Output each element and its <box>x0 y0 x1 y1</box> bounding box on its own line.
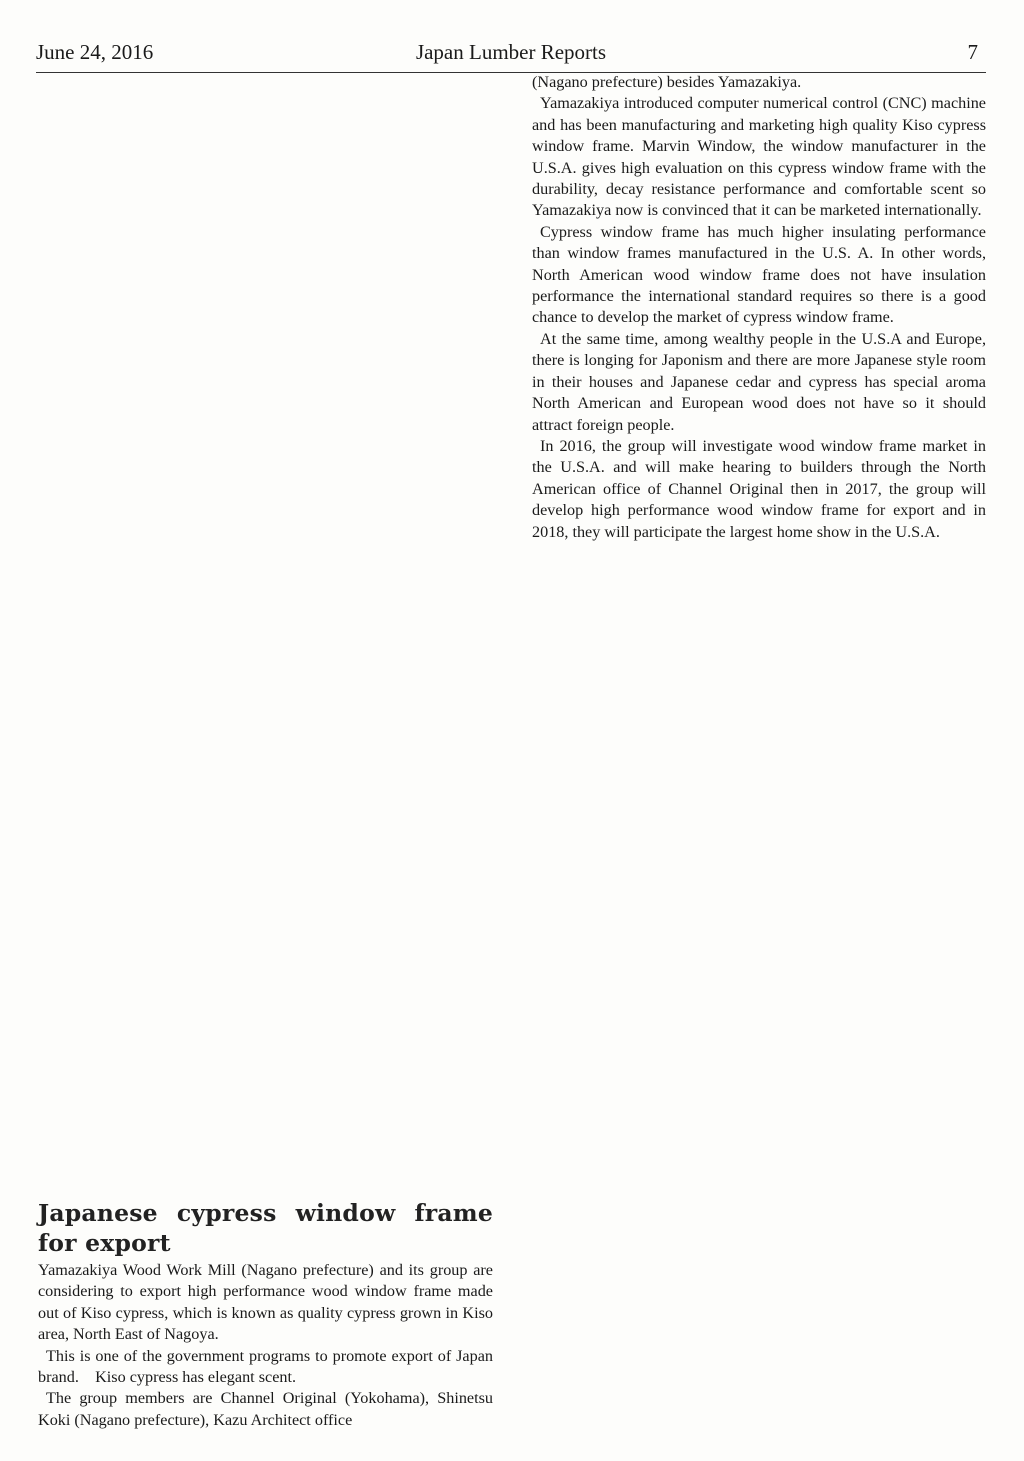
header-date: June 24, 2016 <box>36 40 154 64</box>
article-paragraph: Yamazakiya introduced computer numerical control (CNC) machine and has been manufacturing and marketing high quality Kiso cypress window frame. Marvin Window, the window manufacturer in the U.S.A. gives high evaluation on this cypress window frame with the durability, decay resistance performance and comfortable scent so Yamazakiya now is convinced that it can be marketed internationally. <box>532 94 986 220</box>
header-page-number: 7 <box>967 40 978 64</box>
article-paragraph: The group members are Channel Original (Yokohama), Shinetsu Koki (Nagano prefecture), Kazu Architect office <box>38 1389 493 1429</box>
article-paragraph: (Nagano prefecture) besides Yamazakiya. <box>532 73 802 91</box>
article-start-column <box>38 1198 498 1431</box>
article-paragraph: Cypress window frame has much higher insulating performance than window frames manufactured in the U.S. A. In other words, North American wood window frame does not have insulation performance the international standard requires so there is a good chance to develop the market of cypress window frame. <box>532 222 986 327</box>
article-paragraph: In 2016, the group will investigate wood window frame market in the U.S.A. and will make hearing to builders through the North American office of Channel Original then in 2017, the group will develop high performance wood window frame for export and in 2018, they will participate the largest home show in the U.S.A. <box>532 436 986 541</box>
article-paragraph: At the same time, among wealthy people in the U.S.A and Europe, there is longing for Japonism and there are more Japanese style room in their houses and Japanese cedar and cypress has special aroma North American and European wood does not have so it should attract foreign people. <box>532 329 986 434</box>
page-header <box>36 38 986 73</box>
article-continuation-column <box>532 72 986 543</box>
article-paragraph: This is one of the government programs to promote export of Japan brand. Kiso cypress has elegant scent. <box>38 1346 498 1387</box>
article-paragraph: Yamazakiya Wood Work Mill (Nagano prefecture) and its group are considering to export high performance wood window frame made out of Kiso cypress, which is known as quality cypress grown in Kiso area, North East of Nagoya. <box>38 1261 493 1344</box>
header-publication-title: Japan Lumber Reports <box>415 40 607 64</box>
article-headline: Japanese cypress window frame for export <box>38 1199 493 1257</box>
